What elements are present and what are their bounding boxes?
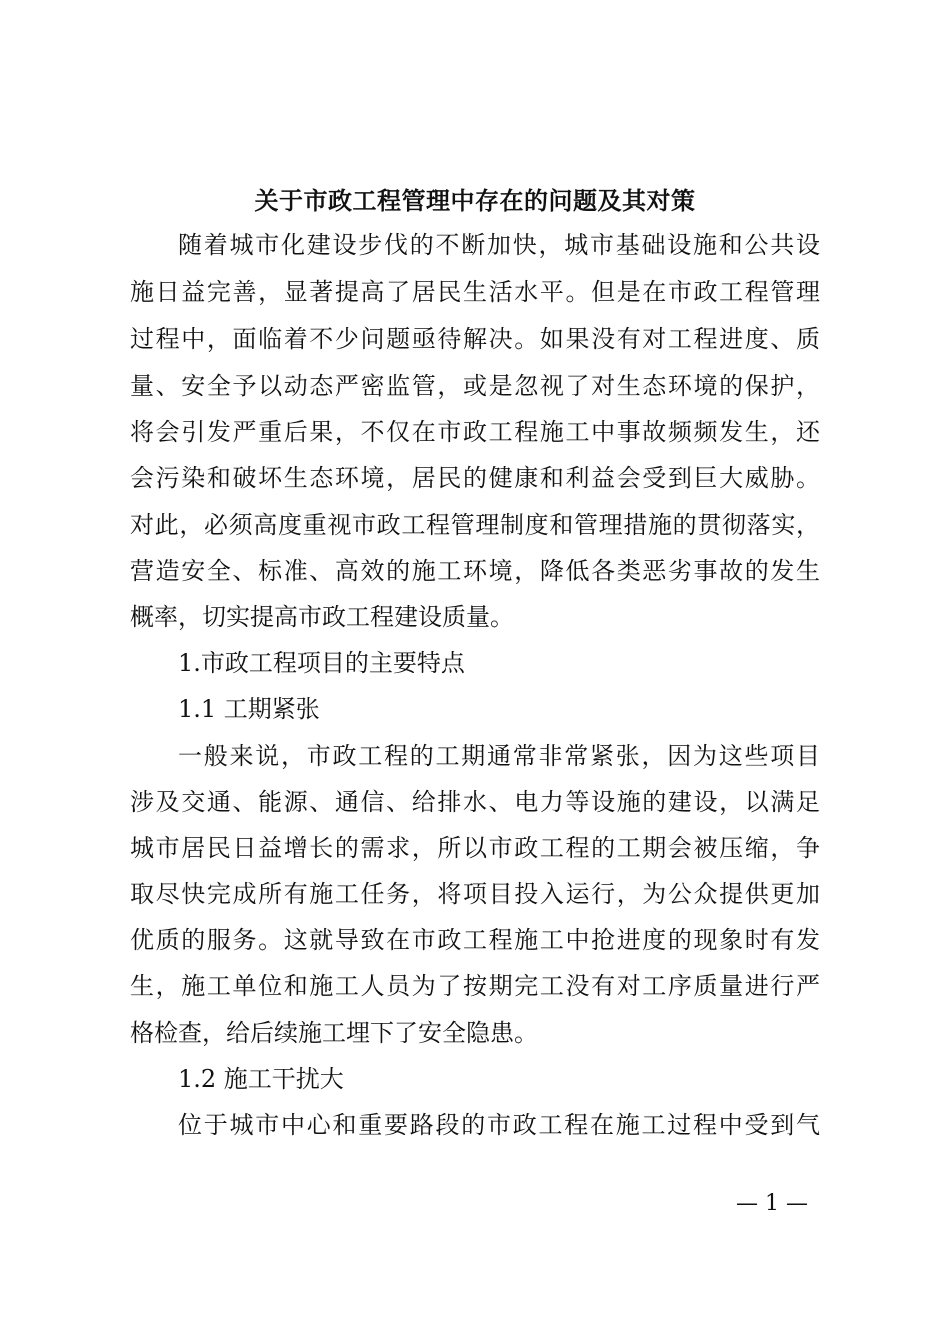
paragraph-line: 会污染和破坏生态环境，居民的健康和利益会受到巨大威胁。 (130, 464, 820, 492)
page-number: — 1 — (736, 1191, 808, 1216)
section-heading: 1.市政工程项目的主要特点 (178, 649, 465, 677)
subsection-heading: 1.2 施工干扰大 (178, 1065, 344, 1093)
paragraph-line: 对此，必须高度重视市政工程管理制度和管理措施的贯彻落实， (130, 511, 820, 539)
paragraph-line: 优质的服务。这就导致在市政工程施工中抢进度的现象时有发 (130, 926, 820, 954)
paragraph-line: 位于城市中心和重要路段的市政工程在施工过程中受到气 (178, 1111, 820, 1139)
paragraph-line: 格检查，给后续施工埋下了安全隐患。 (130, 1019, 538, 1047)
paragraph-line: 一般来说，市政工程的工期通常非常紧张，因为这些项目 (178, 742, 820, 770)
paragraph-line: 过程中，面临着不少问题亟待解决。如果没有对工程进度、质 (130, 325, 820, 353)
paragraph-line: 施日益完善，显著提高了居民生活水平。但是在市政工程管理 (130, 278, 820, 306)
paragraph-line: 涉及交通、能源、通信、给排水、电力等设施的建设，以满足 (130, 788, 820, 816)
subsection-heading: 1.1 工期紧张 (178, 695, 320, 723)
paragraph-line: 将会引发严重后果，不仅在市政工程施工中事故频频发生，还 (130, 418, 820, 446)
document-title: 关于市政工程管理中存在的问题及其对策 (254, 186, 696, 215)
paragraph-line: 随着城市化建设步伐的不断加快，城市基础设施和公共设 (178, 231, 820, 259)
paragraph-line: 概率，切实提高市政工程建设质量。 (130, 603, 514, 631)
paragraph-line: 取尽快完成所有施工任务，将项目投入运行，为公众提供更加 (130, 880, 820, 908)
paragraph-line: 生，施工单位和施工人员为了按期完工没有对工序质量进行严 (130, 972, 820, 1000)
paragraph-line: 城市居民日益增长的需求，所以市政工程的工期会被压缩，争 (130, 834, 820, 862)
paragraph-line: 量、安全予以动态严密监管，或是忽视了对生态环境的保护， (130, 372, 820, 400)
paragraph-line: 营造安全、标准、高效的施工环境，降低各类恶劣事故的发生 (130, 557, 820, 585)
